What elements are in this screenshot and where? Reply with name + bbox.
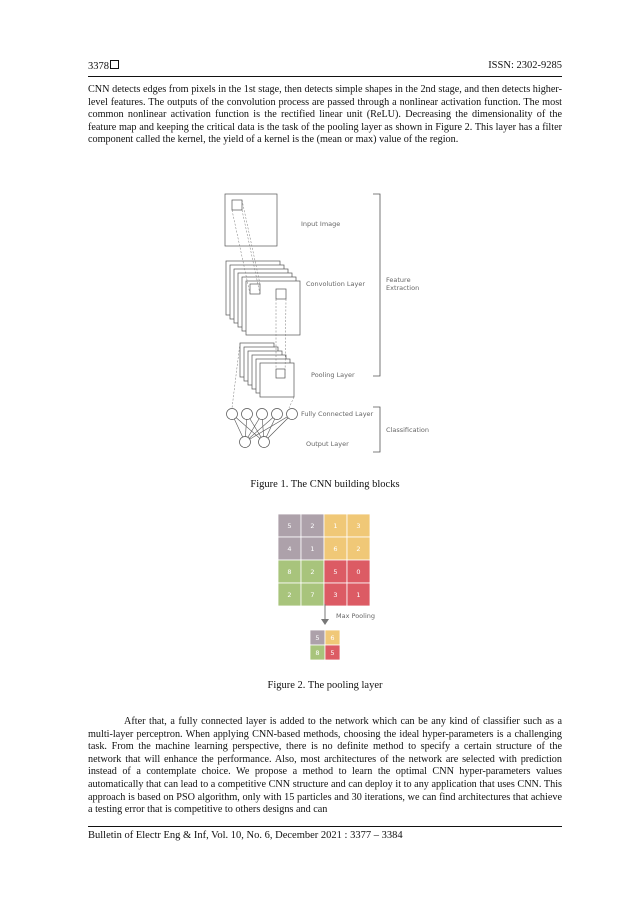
header-rule [88,76,562,77]
fc-neuron [287,409,298,420]
fc-neuron [257,409,268,420]
figure-2-caption: Figure 2. The pooling layer [267,680,383,691]
input-value: 2 [310,521,315,530]
input-value: 8 [287,567,292,576]
output-value: 5 [330,648,335,657]
pool-field [276,369,285,378]
input-value: 5 [333,567,338,576]
fc-neuron [272,409,283,420]
feature-bracket [373,194,380,376]
input-value: 2 [287,590,292,599]
input-value: 4 [287,544,292,553]
input-value: 1 [333,521,338,530]
label-pooling-layer: Pooling Layer [311,371,355,379]
page-box-icon [110,60,119,69]
label-extraction: Extraction [386,284,420,292]
output-grid [310,630,340,660]
input-value: 6 [333,544,338,553]
input-value: 5 [287,521,292,530]
label-feature: Feature [386,276,411,284]
input-value: 7 [310,590,315,599]
max-pooling-label: Max Pooling [336,612,376,620]
input-value: 1 [310,544,315,553]
label-fully-connected: Fully Connected Layer [301,410,374,418]
output-neuron [259,437,270,448]
label-output-layer: Output Layer [306,440,349,448]
input-value: 0 [356,567,361,576]
fc-neuron [227,409,238,420]
output-neuron [240,437,251,448]
page-number: 3378 [88,60,119,72]
input-value: 1 [356,590,361,599]
footer-text: Bulletin of Electr Eng & Inf, Vol. 10, No. 6, December 2021 : 3377 – 3384 [88,830,403,841]
output-value: 8 [315,648,320,657]
figure-1-diagram [200,186,450,461]
issn: ISSN: 2302-9285 [488,60,562,71]
input-value: 2 [310,567,315,576]
input-grid [278,514,370,606]
fc-neuron [242,409,253,420]
output-value: 5 [315,633,320,642]
figure-1-caption: Figure 1. The CNN building blocks [250,479,400,490]
page-header [88,60,562,76]
input-value: 3 [333,590,338,599]
down-arrow-icon [321,619,329,625]
input-value: 3 [356,521,361,530]
input-receptive-field [232,200,242,210]
figure-2-diagram [270,510,390,670]
body-paragraph-2: After that, a fully connected layer is added to the network which can be any kind of classifier such as a multi-layer perceptron. When applying CNN-based methods, choosing the ideal hyper-parameters is a challenging task. From the machine learning perspective, there is no definite method to specify a certain structure of the network that will enhance the performance. Also, most architectures of the network are selected with prediction instead of a contemplate choice. We propose a method to learn the optimal CNN hyper-parameters values automatically that can lead to a competitive CNN structure and can deploy it to any application that uses CNN. This approach is based on PSO algorithm, only with 15 particles and 30 iterations, we can find architectures that achieve a testing error that is competitive to others designs and can [88,716,562,816]
output-value: 6 [330,633,335,642]
conv-field-a [250,284,260,294]
classification-bracket [373,407,380,452]
label-input-image: Input Image [301,220,341,228]
body-paragraph-1: CNN detects edges from pixels in the 1st stage, then detects simple shapes in the 2nd stage, and then detects higher-level features. The outputs of the convolution process are passed through a nonlinear activation function. The most common nonlinear activation function is the rectified linear unit (ReLU). Decreasing the dimensionality of the feature map and keeping the critical data is the task of the pooling layer as shown in Figure 2. This layer has a filter component called the kernel, the yield of a kernel is the (mean or max) value of the region. [88,84,562,146]
label-classification: Classification [386,426,430,434]
footer-rule [88,826,562,827]
label-convolution-layer: Convolution Layer [306,280,366,288]
pool-map-6 [260,363,294,397]
conv-field-b [276,289,286,299]
input-value: 2 [356,544,361,553]
